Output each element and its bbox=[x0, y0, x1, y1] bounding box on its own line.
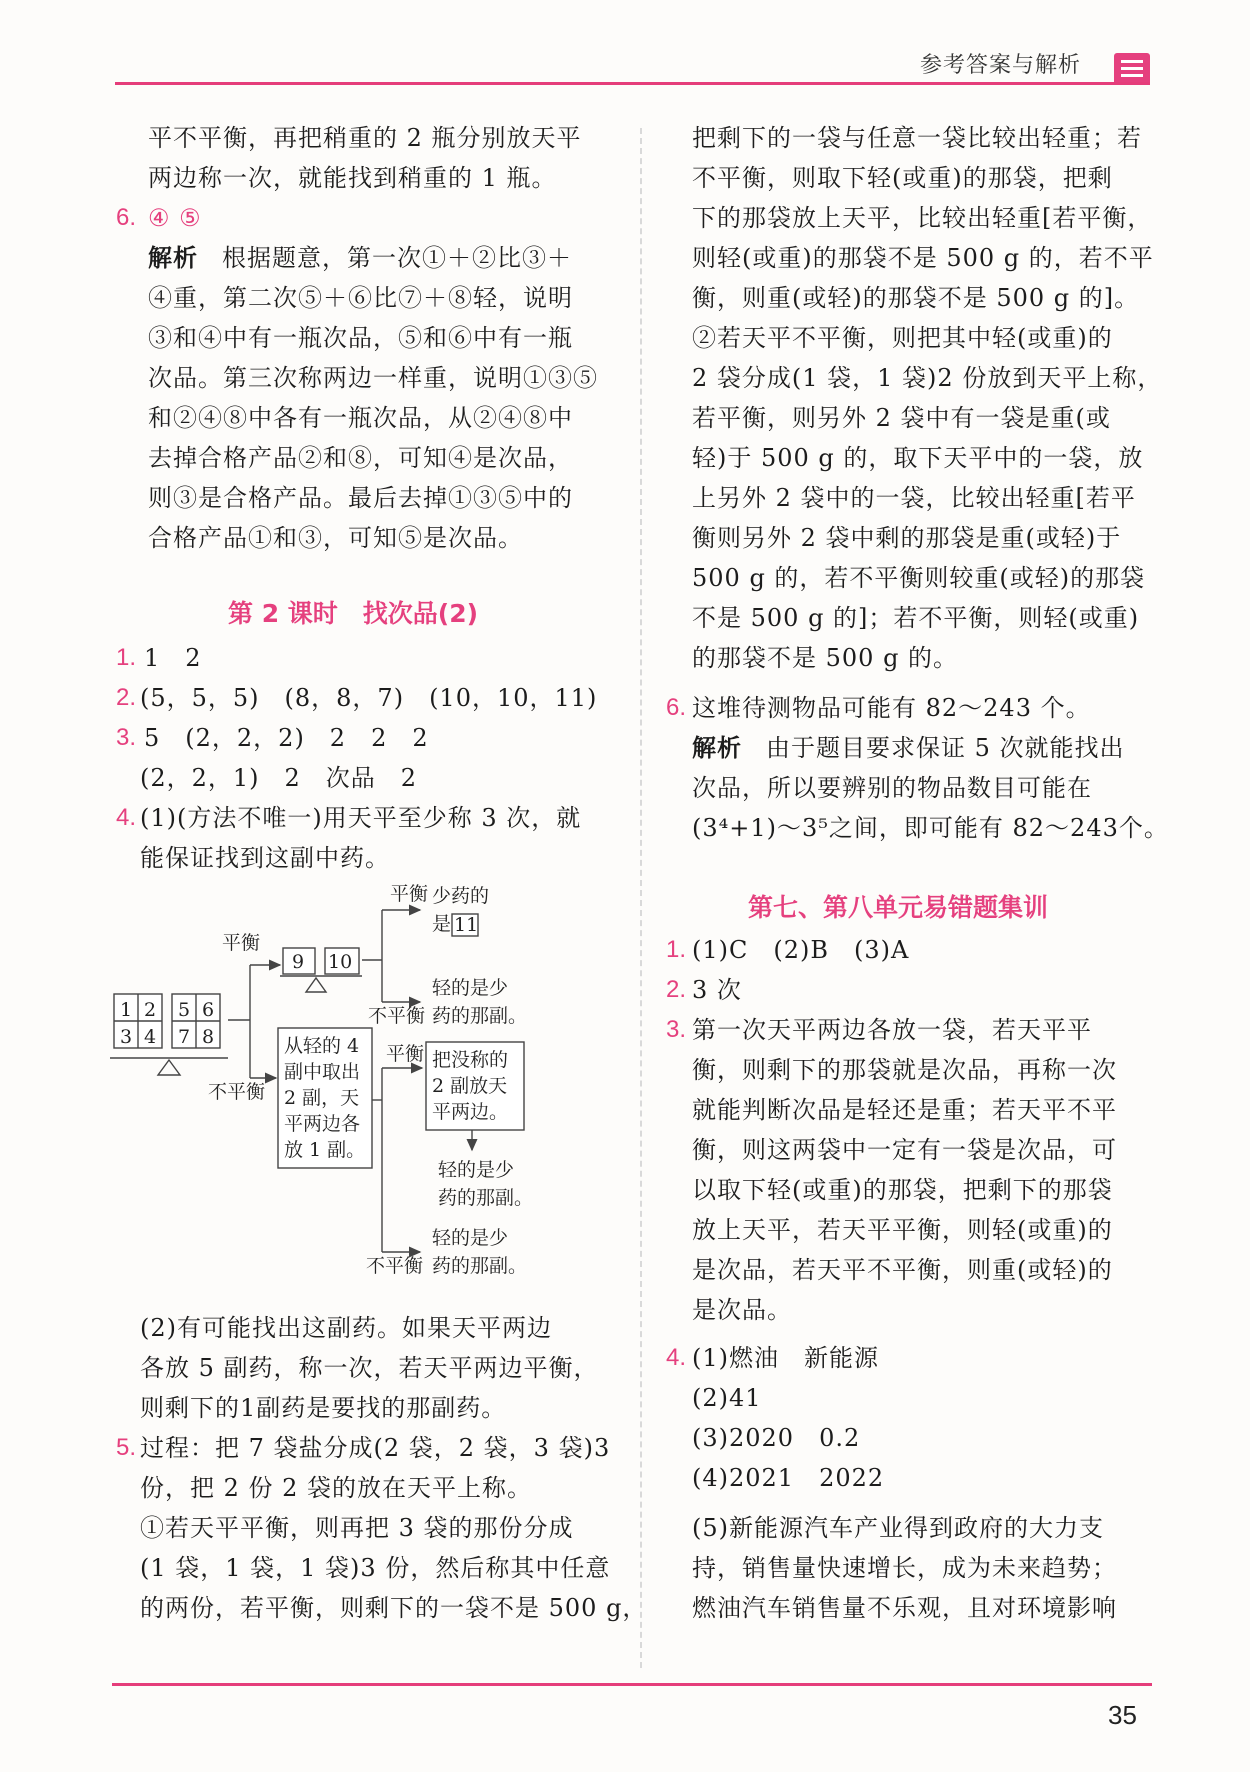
pan-item-5: 5 bbox=[178, 999, 191, 1021]
right-line-13: 不是 500 g 的]；若不平衡，则轻(或重) bbox=[692, 604, 1140, 632]
q4-part2-line-1: (2)有可能找出这副药。如果天平两边 bbox=[140, 1314, 552, 1342]
column-divider bbox=[640, 128, 642, 1668]
right-q2-number: 2. bbox=[666, 976, 687, 1003]
right-q3-line-6: 放上天平，若天平平衡，则轻(或重)的 bbox=[692, 1216, 1113, 1244]
pan-item-6: 6 bbox=[202, 999, 215, 1021]
right-q4-line-1: (1)燃油 新能源 bbox=[692, 1344, 879, 1372]
balance-fulcrum-icon-2 bbox=[306, 978, 326, 992]
label-unbalance-1: 不平衡 bbox=[208, 1081, 266, 1103]
result-b-line-2: 药的那副。 bbox=[438, 1187, 534, 1209]
q2-number: 2. bbox=[116, 684, 137, 711]
middle-box-line-1: 从轻的 4 bbox=[284, 1035, 360, 1057]
page-number: 35 bbox=[1108, 1700, 1137, 1730]
q5-line-2: 份，把 2 份 2 袋的放在天平上称。 bbox=[140, 1474, 533, 1502]
section-title-lesson-2: 第 2 课时 找次品(2) bbox=[228, 599, 479, 628]
label-balance-3: 平衡 bbox=[386, 1043, 425, 1065]
right-analysis-line-3: (3⁴+1)～3⁵之间，即可能有 82～243个。 bbox=[692, 814, 1169, 842]
right-q3-number: 3. bbox=[666, 1016, 687, 1043]
header-title: 参考答案与解析 bbox=[920, 53, 1082, 78]
q2-text: (5，5，5) (8，8，7) (10，10，11) bbox=[140, 684, 598, 712]
right-line-7: 2 袋分成(1 袋，1 袋)2 份放到天平上称， bbox=[692, 364, 1163, 392]
right-q4-line-7: 燃油汽车销售量不乐观，且对环境影响 bbox=[692, 1594, 1117, 1622]
right-q3-line-8: 是次品。 bbox=[692, 1296, 792, 1324]
middle-box-line-3: 2 副，天 bbox=[284, 1087, 360, 1109]
analysis-label: 解析 bbox=[148, 244, 198, 272]
q4-text-2: 能保证找到这副中药。 bbox=[140, 844, 390, 872]
q3-number: 3. bbox=[116, 724, 137, 751]
q5-line-4: (1 袋，1 袋，1 袋)3 份，然后称其中任意 bbox=[140, 1554, 611, 1582]
q1-text: 1 2 bbox=[144, 644, 202, 672]
q3-text: 5 (2，2，2) 2 2 2 bbox=[144, 724, 429, 752]
analysis-line-6: 去掉合格产品②和⑧，可知④是次品， bbox=[148, 444, 573, 472]
right-analysis-line-1: 由于题目要求保证 5 次就能找出 bbox=[766, 734, 1125, 762]
q4-number: 4. bbox=[116, 804, 137, 831]
right-q3-line-4: 衡，则这两袋中一定有一袋是次品，可 bbox=[692, 1136, 1117, 1164]
section-title-error-practice: 第七、第八单元易错题集训 bbox=[748, 893, 1049, 922]
right-line-3: 下的那袋放上天平，比较出轻重[若平衡， bbox=[692, 204, 1153, 232]
label-balance-1: 平衡 bbox=[222, 932, 261, 954]
balance-fulcrum-icon bbox=[158, 1060, 180, 1075]
right-q4-number: 4. bbox=[666, 1344, 687, 1371]
middle-box-line-5: 放 1 副。 bbox=[284, 1139, 366, 1161]
right-analysis-line-2: 次品，所以要辨别的物品数目可能在 bbox=[692, 774, 1092, 802]
analysis-line-5: 和②④⑧中各有一瓶次品，从②④⑧中 bbox=[148, 404, 573, 432]
right-box-line-2: 2 副放天 bbox=[432, 1075, 508, 1097]
right-line-8: 若平衡，则另外 2 袋中有一袋是重(或 bbox=[692, 404, 1111, 432]
right-line-11: 衡则另外 2 袋中剩的那袋是重(或轻)于 bbox=[692, 524, 1122, 552]
right-box-line-3: 平两边。 bbox=[432, 1101, 509, 1123]
pan-item-2: 2 bbox=[144, 999, 157, 1021]
right-q3-line-2: 衡，则剩下的那袋就是次品，再称一次 bbox=[692, 1056, 1117, 1084]
q3-text-2: (2，2，1) 2 次品 2 bbox=[140, 764, 418, 792]
result-c-line-1: 轻的是少 bbox=[432, 1227, 509, 1249]
right-q1-text: (1)C (2)B (3)A bbox=[692, 936, 910, 964]
result-top-line-1: 少药的 bbox=[432, 885, 490, 907]
right-q6-text: 这堆待测物品可能有 82～243 个。 bbox=[692, 694, 1091, 722]
weighing-flowchart bbox=[110, 880, 620, 1300]
middle-box-line-2: 副中取出 bbox=[284, 1061, 361, 1083]
right-line-1: 把剩下的一袋与任意一袋比较出轻重；若 bbox=[692, 124, 1142, 152]
pan-item-3: 3 bbox=[120, 1026, 133, 1048]
intro-line-2: 两边称一次，就能找到稍重的 1 瓶。 bbox=[148, 164, 557, 192]
right-q4-line-2: (2)41 bbox=[692, 1384, 762, 1412]
right-q4-line-5: (5)新能源汽车产业得到政府的大力支 bbox=[692, 1514, 1104, 1542]
right-box-line-1: 把没称的 bbox=[432, 1049, 509, 1071]
right-q4-line-3: (3)2020 0.2 bbox=[692, 1424, 861, 1452]
right-line-5: 衡，则重(或轻)的那袋不是 500 g 的]。 bbox=[692, 284, 1140, 312]
pan-item-9: 9 bbox=[292, 951, 305, 973]
label-balance-2: 平衡 bbox=[390, 883, 429, 905]
right-q2-text: 3 次 bbox=[692, 976, 742, 1004]
right-line-12: 500 g 的，若不平衡则较重(或轻)的那袋 bbox=[692, 564, 1146, 592]
q4-part2-line-2: 各放 5 副药，称一次，若天平两边平衡， bbox=[140, 1354, 599, 1382]
q4-part2-line-3: 则剩下的1副药是要找的那副药。 bbox=[140, 1394, 507, 1422]
right-q3-line-1: 第一次天平两边各放一袋，若天平平 bbox=[692, 1016, 1092, 1044]
book-list-icon bbox=[1113, 52, 1151, 86]
q6-answer: ④ ⑤ bbox=[148, 204, 202, 232]
middle-box-line-4: 平两边各 bbox=[284, 1113, 361, 1135]
analysis-line-2: ④重，第二次⑤＋⑥比⑦＋⑧轻，说明 bbox=[148, 284, 573, 312]
q5-line-3: ①若天平平衡，则再把 3 袋的那份分成 bbox=[140, 1514, 574, 1542]
right-line-6: ②若天平不平衡，则把其中轻(或重)的 bbox=[692, 324, 1113, 352]
analysis-line-4: 次品。第三次称两边一样重，说明①③⑤ bbox=[148, 364, 598, 392]
result-a-line-2: 药的那副。 bbox=[432, 1005, 528, 1027]
q5-number: 5. bbox=[116, 1434, 137, 1461]
right-line-9: 轻)于 500 g 的，取下天平中的一袋，放 bbox=[692, 444, 1144, 472]
pan-group-9-10 bbox=[280, 948, 362, 992]
right-line-10: 上另外 2 袋中的一袋，比较出轻重[若平 bbox=[692, 484, 1136, 512]
q6-number: 6. bbox=[116, 204, 137, 231]
header-rule bbox=[115, 82, 1150, 85]
right-q6-number: 6. bbox=[666, 694, 687, 721]
analysis-line-3: ③和④中有一瓶次品，⑤和⑥中有一瓶 bbox=[148, 324, 573, 352]
pan-item-4: 4 bbox=[144, 1026, 157, 1048]
analysis-line-8: 合格产品①和③，可知⑤是次品。 bbox=[148, 524, 523, 552]
pan-item-7: 7 bbox=[178, 1026, 191, 1048]
result-a-line-1: 轻的是少 bbox=[432, 977, 509, 999]
label-unbalance-2: 不平衡 bbox=[368, 1005, 426, 1027]
pan-item-1: 1 bbox=[120, 999, 133, 1021]
right-line-4: 则轻(或重)的那袋不是 500 g 的，若不平 bbox=[692, 244, 1154, 272]
right-q3-line-7: 是次品，若天平不平衡，则重(或轻)的 bbox=[692, 1256, 1113, 1284]
analysis-line-1: 根据题意，第一次①＋②比③＋ bbox=[222, 244, 572, 272]
intro-line-1: 平不平衡，再把稍重的 2 瓶分别放天平 bbox=[148, 124, 582, 152]
analysis-line-7: 则③是合格产品。最后去掉①③⑤中的 bbox=[148, 484, 573, 512]
right-q4-line-4: (4)2021 2022 bbox=[692, 1464, 885, 1492]
pan-group-1-8 bbox=[110, 994, 228, 1075]
right-q3-line-3: 就能判断次品是轻还是重；若天平不平 bbox=[692, 1096, 1117, 1124]
right-line-14: 的那袋不是 500 g 的。 bbox=[692, 644, 959, 672]
pan-item-10: 10 bbox=[328, 951, 353, 973]
label-unbalance-3: 不平衡 bbox=[366, 1255, 424, 1277]
right-q4-line-6: 持，销售量快速增长，成为未来趋势； bbox=[692, 1554, 1117, 1582]
footer-rule bbox=[112, 1683, 1152, 1686]
pan-item-8: 8 bbox=[202, 1026, 215, 1048]
result-top-line-2: 是 bbox=[432, 913, 452, 935]
right-analysis-label: 解析 bbox=[692, 734, 742, 762]
right-line-2: 不平衡，则取下轻(或重)的那袋，把剩 bbox=[692, 164, 1113, 192]
result-c-line-2: 药的那副。 bbox=[432, 1255, 528, 1277]
right-q1-number: 1. bbox=[666, 936, 687, 963]
result-top-number: 11 bbox=[454, 914, 479, 936]
q5-line-1: 过程：把 7 袋盐分成(2 袋，2 袋，3 袋)3 bbox=[140, 1434, 611, 1462]
q4-text: (1)(方法不唯一)用天平至少称 3 次，就 bbox=[140, 804, 582, 832]
right-q3-line-5: 以取下轻(或重)的那袋，把剩下的那袋 bbox=[692, 1176, 1113, 1204]
q1-number: 1. bbox=[116, 644, 137, 671]
result-b-line-1: 轻的是少 bbox=[438, 1159, 515, 1181]
q5-line-5: 的两份，若平衡，则剩下的一袋不是 500 g， bbox=[140, 1594, 648, 1622]
